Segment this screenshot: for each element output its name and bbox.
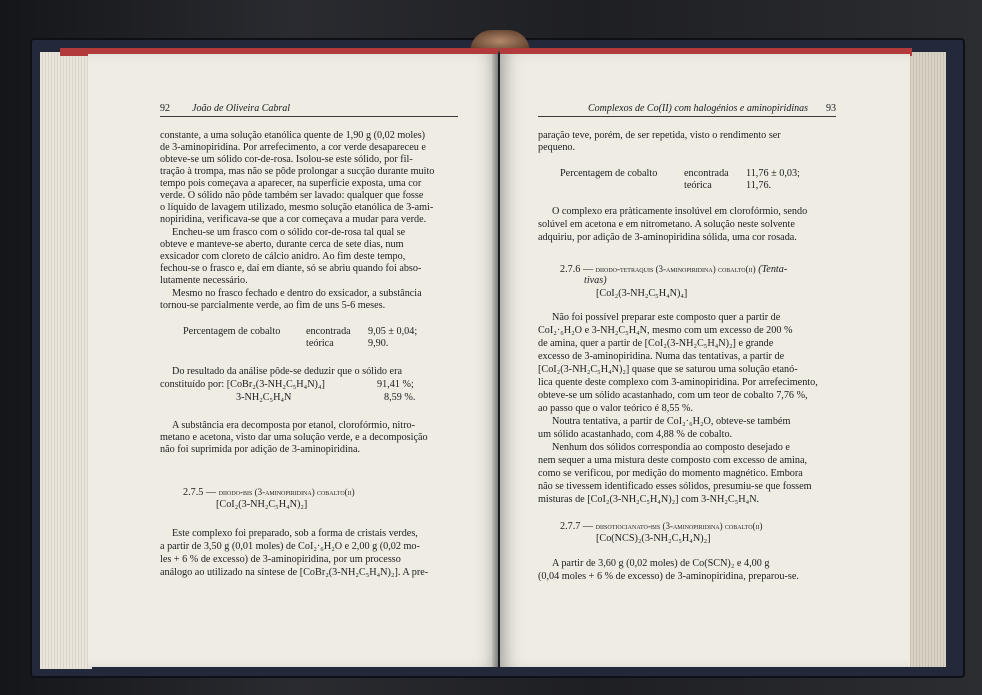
left-running-title: João de Oliveira Cabral — [192, 103, 291, 114]
text-line: de amina, quer a partir de [CoI₂(3-NH₂C₅H₄N)₂] e grande — [538, 338, 774, 349]
text-line: lutamente necessário. — [160, 275, 248, 286]
text-line: análogo ao utilizado na síntese de [CoBr₂(3-NH₂C₅H₄N)₂]. A pre- — [160, 567, 429, 578]
text-line: metano e acetona, visto dar uma solução verde, e a decomposição — [160, 432, 428, 443]
text-line: exsicador com cloreto de cálcio anidro. Ao fim deste tempo, — [160, 251, 406, 262]
right-page — [500, 54, 910, 667]
text-line: tempo pois começava a aparecer, na superfície exposta, uma cor — [160, 178, 422, 189]
text-line: Não foi possível preparar este composto quer a partir de — [552, 312, 781, 323]
text-line: obteve e manteve-se aberto, durante cerca de sete dias, num — [160, 239, 404, 250]
text-line: obteve-se um sólido cor-de-rosa. Isolou-se este sólido, por fil- — [160, 154, 413, 165]
text-line: pequeno. — [538, 142, 576, 153]
text-line: ao passo que o valor teórico é 8,55 %. — [538, 403, 694, 414]
found-value: 9,05 ± 0,04; — [368, 326, 418, 337]
theory-label: teórica — [684, 180, 712, 191]
theory-label: teórica — [306, 338, 334, 349]
percent-value: 8,59 %. — [384, 392, 416, 403]
left-page-number: 92 — [160, 103, 170, 114]
text-line: excesso de 3-aminopiridina. Numa das tentativas, a partir de — [538, 351, 785, 362]
theory-value: 11,76. — [746, 180, 772, 191]
section-title: diiodo-bis (3-aminopiridina) cobalto(ii) — [218, 487, 355, 497]
text-line: um sólido acastanhado, com 4,88 % de cobalto. — [538, 429, 733, 440]
text-line: nem sequer a uma mistura deste composto com excesso de amina, — [538, 455, 808, 466]
section-title: diiodo-tetraquis (3-aminopiridina) cobalto(ii) — [595, 264, 756, 274]
section-formula: [Co(NCS)₂(3-NH₂C₅H₄N)₂] — [596, 533, 711, 544]
text-line: [CoI₂(3-NH₂C₅H₄N)₂] quase que se saturou uma solução etanó- — [538, 364, 798, 375]
percent-value: 91,41 %; — [377, 379, 414, 390]
text-line: O complexo era pràticamente insolúvel em clorofórmio, sendo — [552, 206, 808, 217]
text-line: CoI₂·₆H₂O e 3-NH₂C₅H₄N, mesmo com um excesso de 200 % — [538, 325, 793, 336]
text-line: Noutra tentativa, a partir de CoI₂·₆H₂O, obteve-se também — [552, 416, 791, 427]
text-line: Este complexo foi preparado, sob a forma de cristais verdes, — [172, 528, 418, 539]
text-line: constante, a uma solução etanólica quente de 1,90 g (0,02 moles) — [160, 130, 426, 141]
text-line: paração teve, porém, de ser repetida, visto o rendimento ser — [538, 130, 781, 141]
text-line: 3-NH₂C₅H₄N — [236, 392, 292, 403]
section-number: 2.7.6 — — [560, 264, 594, 275]
text-line: constituído por: [CoBr₂(3-NH₂C₅H₄N)₄] — [160, 379, 325, 390]
left-page — [88, 54, 498, 667]
cobalt-label: Percentagem de cobalto — [183, 326, 281, 337]
found-value: 11,76 ± 0,03; — [746, 168, 800, 179]
text-line: não se tivessem identificado esses sólidos, presumiu-se que fossem — [538, 481, 812, 492]
text-line: les + 6 % de excesso) de 3-aminopiridina, por um processo — [160, 554, 401, 565]
text-line: Encheu-se um frasco com o sólido cor-de-rosa tal qual se — [172, 227, 406, 238]
text-line: adquiriu, por adição de 3-aminopiridina sólida, uma cor rosada. — [538, 232, 797, 243]
text-line: a partir de 3,50 g (0,01 moles) de CoI₂·₆H₂O e 2,00 g (0,02 mo- — [160, 541, 420, 552]
text-line: fechou-se o frasco e, daí em diante, só se abriu quando foi abso- — [160, 263, 422, 274]
text-line: nopiridina, verificava-se que a cor começava a mudar para verde. — [160, 214, 427, 225]
found-label: encontrada — [684, 168, 729, 179]
text-line: tornou-se parcialmente verde, ao fim de uns 5-6 meses. — [160, 300, 386, 311]
right-running-title: Complexos de Co(II) com halogénios e aminopiridinas — [588, 103, 808, 114]
left-page-stack — [40, 52, 92, 669]
section-title: diisotiocianato-bis (3-aminopiridina) cobalto(ii) — [595, 521, 763, 531]
text-line: Nenhum dos sólidos correspondia ao composto desejado e — [552, 442, 790, 453]
text-line: lica quente deste complexo com 3-aminopiridina. Por arrefecimento, — [538, 377, 818, 388]
theory-value: 9,90. — [368, 338, 389, 349]
text-line: solúvel em acetona e em nitrometano. A solução neste solvente — [538, 219, 795, 230]
text-line: o líquido de lavagem utilizado, mesmo solução etanólica de 3-ami- — [160, 202, 434, 213]
text-line: não foi suprimida por adição de 3-aminopiridina. — [160, 444, 361, 455]
section-number: 2.7.7 — — [560, 521, 594, 532]
text-line: misturas de [CoI₂(3-NH₂C₅H₄N)₂] com 3-NH₂C₅H₄N. — [538, 494, 760, 505]
right-running-head — [538, 103, 836, 117]
found-label: encontrada — [306, 326, 351, 337]
text-line: obteve-se um sólido acastanhado, com um teor de cobalto 7,76 %, — [538, 390, 808, 401]
section-formula: [CoI₂(3-NH₂C₅H₄N)₂] — [216, 499, 308, 510]
left-running-head — [160, 103, 458, 117]
text-line: como se verificou, por medição do momento magnético. Embora — [538, 468, 803, 479]
section-formula: [CoI₂(3-NH₂C₅H₄N)₄] — [596, 288, 688, 299]
text-line: verde. O sólido não pôde também ser lavado: qualquer que fosse — [160, 190, 424, 201]
text-line: Mesmo no frasco fechado e dentro do exsicador, a substância — [172, 288, 422, 299]
section-note: (Tenta- — [758, 264, 788, 275]
text-line: de 3-aminopiridina. Por arrefecimento, a cor verde desapareceu e — [160, 142, 426, 153]
text-line: A partir de 3,60 g (0,02 moles) de Co(SCN)₂ e 4,00 g — [552, 558, 770, 569]
right-page-stack — [908, 52, 946, 667]
text-line: tração à trompa, mas não se pôde prolongar a sucção durante muito — [160, 166, 435, 177]
text-line: Do resultado da análise pôde-se deduzir que o sólido era — [172, 366, 402, 377]
section-heading — [560, 520, 763, 534]
section-note-continued: tivas) — [584, 275, 607, 286]
section-number: 2.7.5 — — [183, 487, 217, 498]
right-page-number: 93 — [826, 103, 836, 114]
text-line: (0,04 moles + 6 % de excesso) de 3-aminopiridina, preparou-se. — [538, 571, 799, 582]
text-line: A substância era decomposta por etanol, clorofórmio, nitro- — [172, 420, 416, 431]
cobalt-label: Percentagem de cobalto — [560, 168, 658, 179]
section-heading — [183, 486, 355, 500]
